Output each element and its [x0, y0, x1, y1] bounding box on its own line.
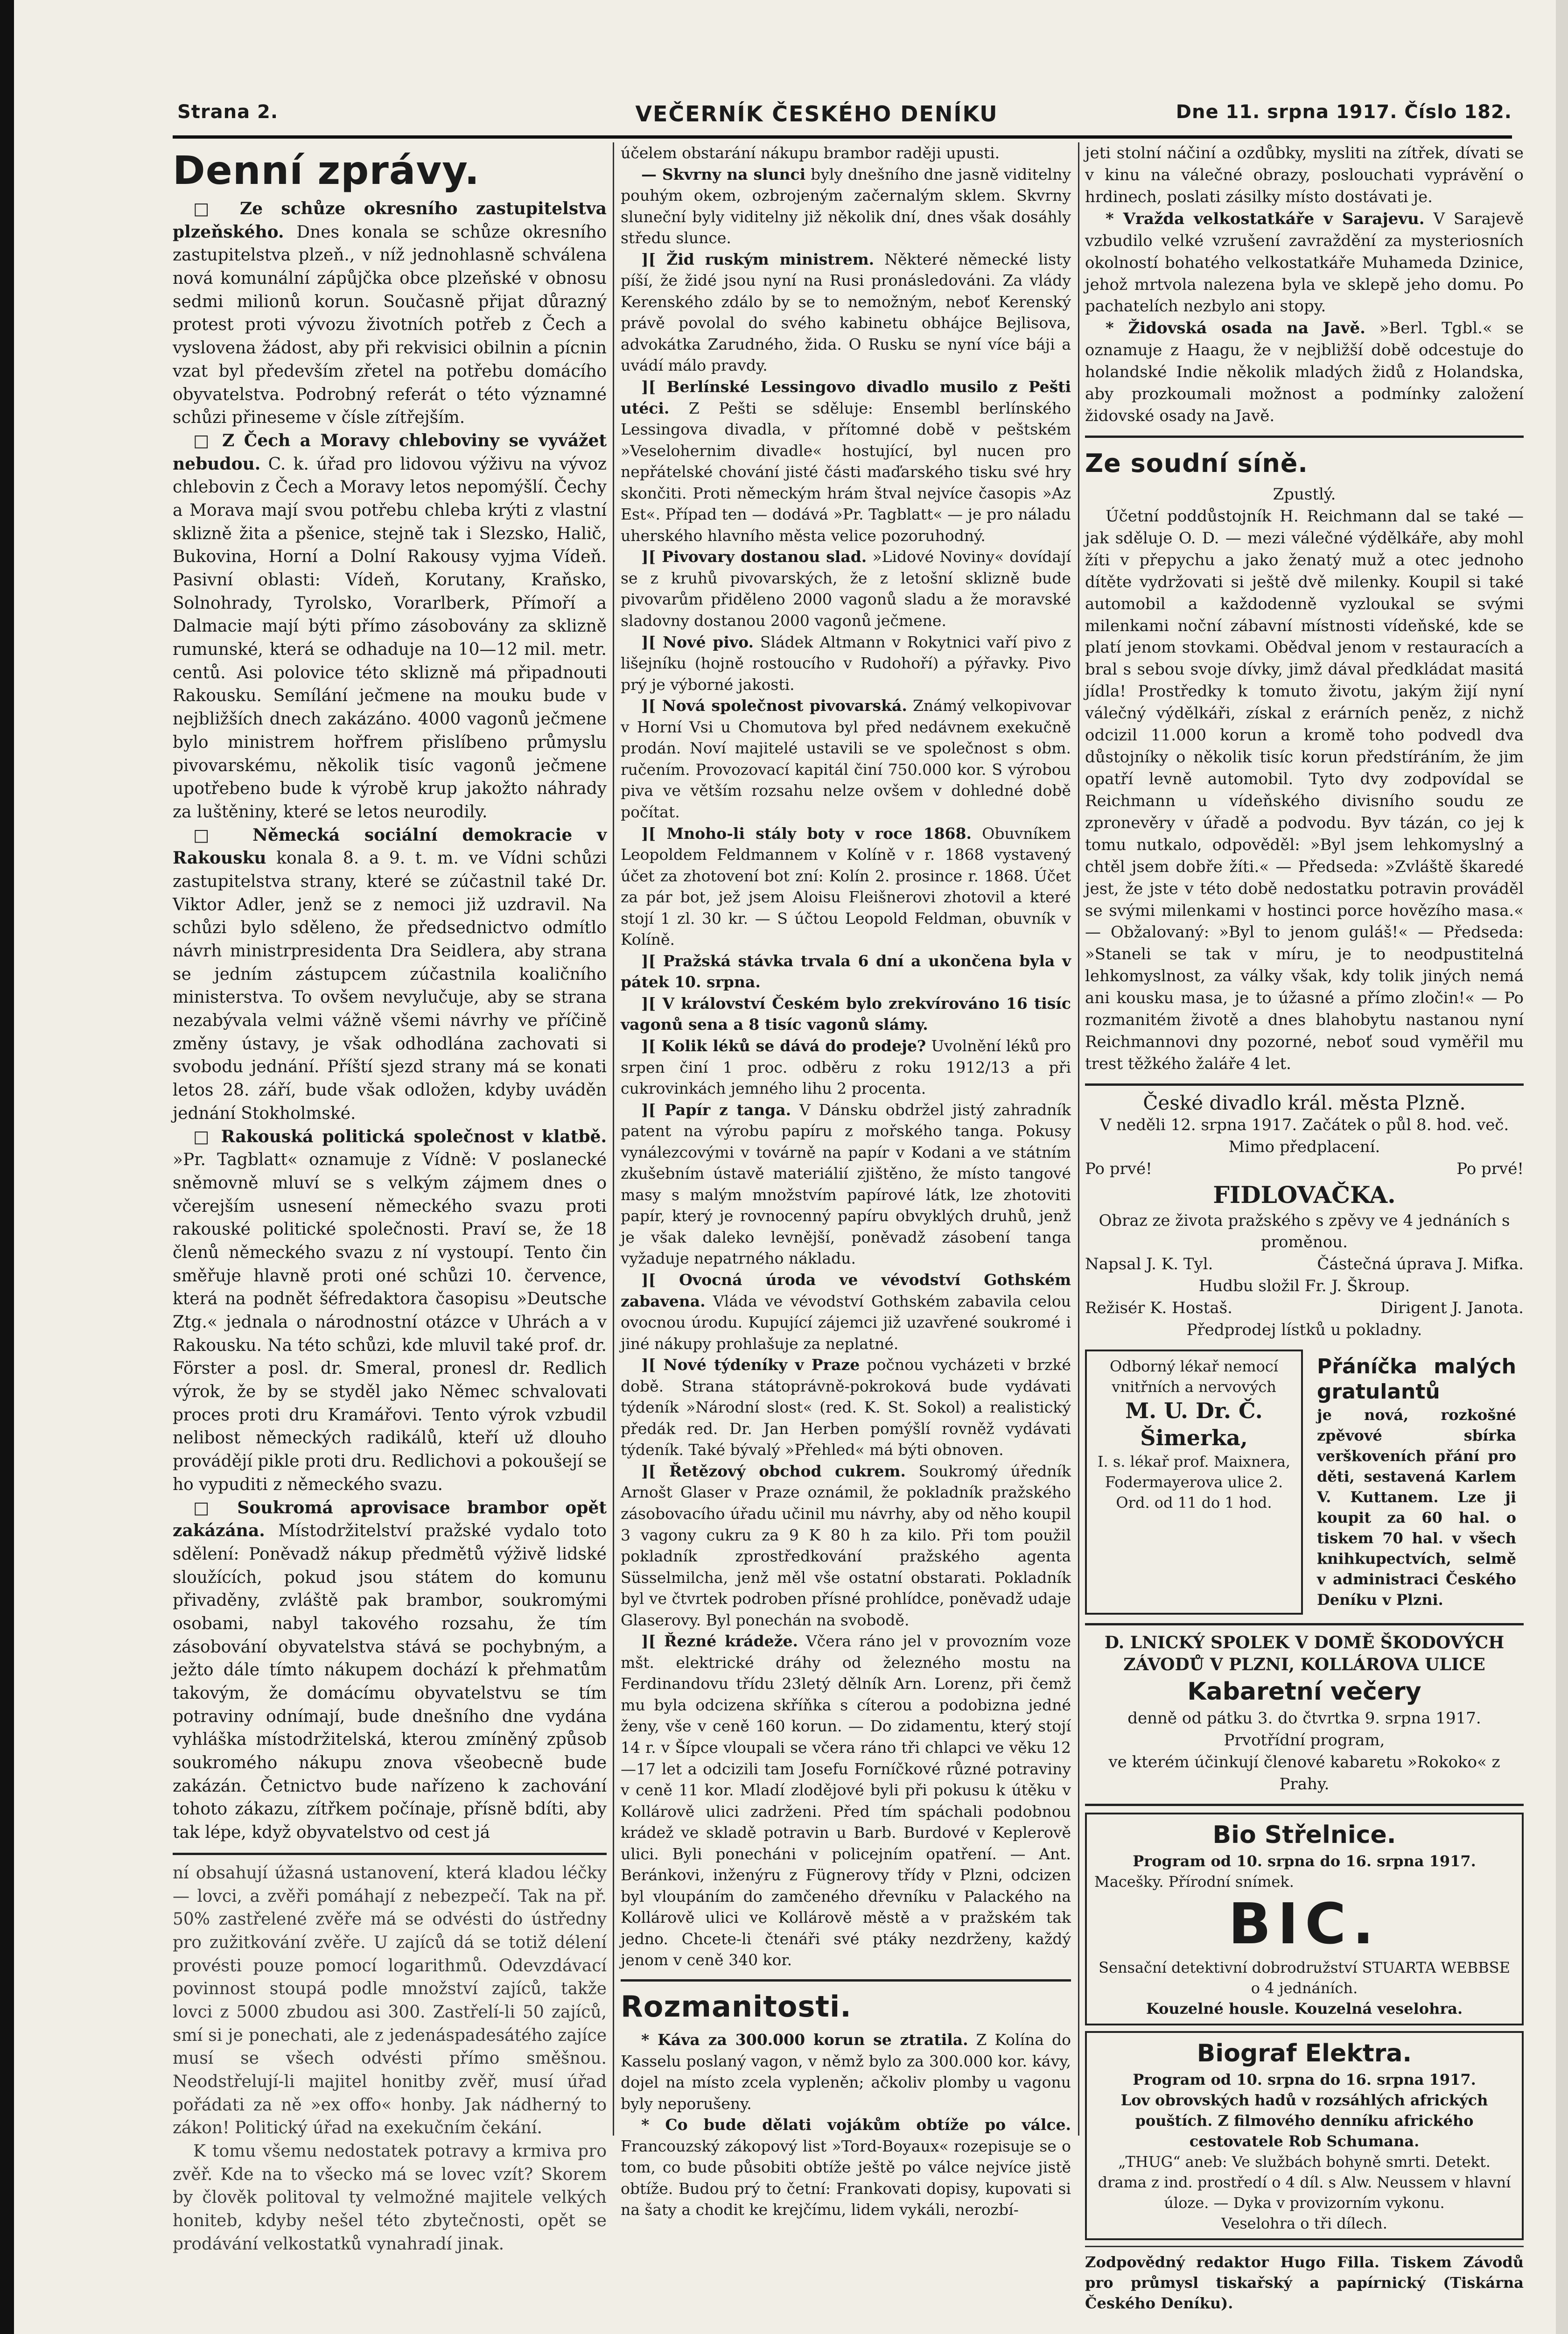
article-text: účelem obstarání nákupu brambor raději upusti. — [621, 144, 1000, 162]
article — [621, 1354, 1071, 1461]
article — [173, 1125, 607, 1497]
article-title: □ Rakouská politická společnost v klatbě. — [193, 1126, 607, 1146]
article-title: ][ Kolik léků se dává do prodeje? — [641, 1036, 926, 1055]
article — [1085, 317, 1524, 427]
article — [173, 429, 607, 824]
section-heading-rozmanitosti: Rozmanitosti. — [621, 1990, 852, 2024]
theatre-premiere-right: Po prvé! — [1456, 1159, 1524, 1178]
cinema-ad-strelnice — [1085, 1813, 1524, 2025]
article — [621, 1035, 1071, 1099]
article-text: jeti stolní náčiní a ozdůbky, mysliti na zítřek, dívati se v kinu na válečné obrazy, poslouchati vyprávění o hrdinech, poslati zásilky místo dostávati je. — [1085, 144, 1524, 206]
article-text: Vláda ve vévodství Gothském zabavila celou ovocnou úrodu. Kupující zájemci již uzavřené soukromé i jiné nákupy prohlašuje za neplatné. — [621, 1292, 1071, 1353]
scan-border-right — [1556, 0, 1568, 2334]
cinema-film: Macešky. Přírodní snímek. — [1094, 1872, 1294, 1891]
article-text: Z Kolína do Kasselu poslaný vagon, v němž bylo za 300.000 kor. kávy, dojel na místo zcela vypleněn; ačkoliv plomby u vagonu byly neporušeny. — [621, 2031, 1071, 2113]
page-label: Strana 2. — [177, 101, 279, 123]
article — [621, 993, 1071, 1035]
article — [621, 1631, 1071, 1971]
theatre-date: V neděli 12. srpna 1917. Začátek o půl 8. hod. več. — [1099, 1115, 1509, 1134]
article-text: konala 8. a 9. t. m. ve Vídni schůzi zastupitelstva strany, které se zúčastnil také Dr. Viktor Adler, jenž se z nemoci již uzdravil. Na schůzi bylo sděleno, že předsednictvo odmítlo návrh ministrpresidenta Dra Seidlera, aby strana se jedním zástupcem zúčastnila koaličního ministerstva. To ovšem nevylučuje, aby se strana nezabývala velmi vážně všemi návrhy ve příčině změny ústavy, je však odhodlána zachovati si svobodu jednání. Příští sjezd strany má se konati letos 28. září, bude však odložen, kdyby uváděn jednání Stokholmské. — [173, 849, 607, 1123]
article-title: ][ Ovocná úroda ve vévodství Gothském zabavena. — [621, 1270, 1071, 1310]
article — [173, 1497, 607, 1844]
cabaret-ad — [1085, 1632, 1524, 1795]
cabaret-performers: ve kterém účinkují členové kabaretu »Rokoko« z Prahy. — [1108, 1752, 1500, 1793]
article-title: ][ Nové pivo. — [641, 633, 754, 651]
cinema-film: Sensační detektivní dobrodružství STUARTA WEBBSE o 4 jednáních. — [1099, 1958, 1510, 1997]
theatre-premiere — [1085, 1158, 1524, 1180]
article-subtitle: Zpustlý. — [1273, 485, 1336, 504]
article-text: C. k. úřad pro lidovou výživu na vývoz chlebovin z Čech a Moravy letos nepomýšlí. Čechy a Morava mají svou potřebu chleba krýti z vlastní sklizně žita a pšenice, stejně tak i Slezsko, Halič, Bukovina, Horní a Dolní Rakousy vyjma Vídeň. Pasivní oblasti: Vídeň, Korutany, Kraňsko, Solnohrady, Tyrolsko, Vorarlberk, Přímoří a Dalmacie mají býti přímo zásobovány za sklizně rumunské, která se odhaduje na 10—12 mil. metr. centů. Asi polovice této sklizně má připadnouti Rakousku. Semílání ječmene na mouku bude v nejbližších dnech zakázáno. 4000 vagonů ječmene bylo ministrem hořfrem přislíbeno průmyslu pivovarskému, několik tisíc vagonů ječmene upotřebeno bude k výrobě krup jakožto náhrady za luštěniny, které se letos neurodily. — [173, 454, 607, 822]
article — [621, 164, 1071, 249]
article-text: počnou vycházeti v brzké době. Strana státoprávně-pokroková bude vydávati týdeník »Národní slost« (red. K. St. Sokol) a realistický předák red. Dr. Jan Herben pomýšlí rovněž vydávati týdeník. Také bývalý »Přehled« má býti obnoven. — [621, 1356, 1071, 1459]
issue-date: Dne 11. srpna 1917. Číslo 182. — [1176, 101, 1512, 123]
article-text: »Berl. Tgbl.« se oznamuje z Haagu, že v nejbližší době odcestuje do holandské Indie několik mladých židů z Holandska, aby prozkoumali možnost a podmínky založení židovské osady na Javě. — [1085, 319, 1524, 426]
cinema-title: Bio Střelnice. — [1212, 1821, 1396, 1849]
theatre-credits — [1085, 1253, 1524, 1275]
section-heading-denni-zpravy: Denní zprávy. — [173, 148, 480, 193]
column-divider — [613, 142, 614, 2136]
greetings-ad — [1309, 1350, 1524, 1615]
article-text: Francouzský zákopový list »Tord-Boyaux« rozepisuje se o tom, co bude působiti obtíže ještě po válce nejvíce jistě obtíže. Budou prý to četní: Frankovati dopisy, kupovati si na šaty a chodit ke krejčímu, lidem vykáli, nerozbí- — [621, 2137, 1071, 2219]
article-title: ][ Řetězový obchod cukrem. — [641, 1462, 906, 1480]
divider — [1085, 1083, 1524, 1086]
imprint: Zodpovědný redaktor Hugo Filla. Tiskem Závodů pro průmysl tiskařský a papírnický (Tiskárna Českého Deníku). — [1085, 2253, 1524, 2312]
article-title: ][ Pražská stávka trvala 6 dní a ukončena byla v pátek 10. srpna. — [621, 951, 1071, 991]
article-title: * Vražda velkostatkáře v Sarajevu. — [1106, 209, 1425, 228]
article-title: ][ Papír z tanga. — [641, 1100, 791, 1119]
article-text: Včera ráno jel v provozním voze mšt. elektrické dráhy od železného mostu na Ferdinandovu třídu 23letý dělník Arn. Lorenz, při čemž mu byla odcizena skříňka s cíterou a podobizna jedné ženy, vše v ceně 160 korun. — Do zidamentu, který stojí 14 r. v Šípce vloupali se včera ráno tři chlapci ve věku 12—17 let a odcizili tam Josefu Forníčkové různé potraviny v ceně 11 kor. Mladí zlodějové byli při pokusu k útěku v Kollárově ulici zadrženi. Před tím spáchali podobnou krádež ve skladě potravin u Barb. Burdové v Keplerově ulici. Byli ponecháni v policejním opatření. — Ant. Beránkovi, inženýru z Fügnerovy třídy v Plzni, odcizen byl vloupáním do zamčeného dřevníku v Palackého na Kollárově ulici ve Kollárově městě a v pražském tak jedno. Chcete-li čtenáři své ptáky nezdrženy, každý jenom v ceně 340 kor. — [621, 1632, 1071, 1969]
cabaret-dates: denně od pátku 3. do čtvrtka 9. srpna 1917. — [1127, 1708, 1481, 1728]
column-3 — [1085, 142, 1524, 2313]
article — [621, 823, 1071, 950]
article-text: ní obsahují úžasná ustanovení, která kladou léčky — lovci, a zvěři pomáhají z nebezpečí. Tak na př. 50% zastřelené zvěře má se odvésti do ústředny pro zužitkování zvěře. U zajíců dá se totiž délení provésti pouze pomocí logarithmů. Odevzdávací povinnost stoupá podle množství zajíců, takže lovci z 5000 zbudou asi 300. Zastřelí-li 50 zajíců, smí si je ponechati, ale z jedenáspadesátého zajíce musí se všech odvésti přímo směšnou. Neodstřelují-li majitel honitby zvěř, musí úřad pořádati za ně »ex offo« honby. Jak nádherný to zákon! Politický úřad na exekučním čekání. — [173, 1863, 607, 2138]
masthead-rule — [173, 135, 1512, 139]
article — [621, 546, 1071, 631]
divider — [1085, 436, 1524, 438]
scan-border-left — [0, 0, 14, 2334]
article-text: K tomu všemu nedostatek potravy a krmiva pro zvěř. Kde na to všecko má se lovec vzít? Skorem by člověk politoval ty velmožné majitele velkých honiteb, kdyby nešel této zbytečnosti, opět se prodávání velkostatků vynahradí jinak. — [173, 2142, 607, 2254]
article-text: V Dánsku obdržel jistý zahradník patent na výrobu papíru z mořského tanga. Pokusy vynálezcovými v továrně na papír v Kodani a ve státním zkušebním ústavě materiálií zjištěno, že místo tangové masy s malým množstvím papírové látk, lze zhotoviti papír, který je rovnocenný papíru obvyklých druhů, jenž je však daleko levnější, poněvadž zásobení tanga vyžaduje nepatrného nákladu. — [621, 1100, 1071, 1268]
article-text: Některé německé listy píší, že židé jsou nyní na Rusi pronásledováni. Za vlády Kerenského zdálo by se to nemožným, neboť Kerenský právě povolal do svého kabinetu obhájce Bejlisova, advokátka Zarudného, žida. O Rusku se nyní více báji a uvádí málo pravdy. — [621, 250, 1071, 375]
article — [621, 1099, 1071, 1269]
column-divider — [1078, 142, 1079, 2136]
article-text: byly dnešního dne jasně viditelny pouhým okem, ozbrojeným začernalým sklem. Skvrny sluneční byly viditelny již několik dní, dnes však dosáhly středu slunce. — [621, 165, 1071, 247]
article-title: ][ Žid ruským ministrem. — [641, 250, 875, 268]
cinema-program: Program od 10. srpna do 16. srpna 1917. — [1133, 2070, 1476, 2088]
theatre-presale: Předprodej lístků u pokladny. — [1186, 1321, 1422, 1340]
article-title: ][ Pivovary dostanou slad. — [641, 548, 867, 566]
cinema-film: Lov obrovských hadů v rozsáhlých afrických pouštích. Z filmového denníku afrického cestovatele Rob Schumana. — [1120, 2091, 1488, 2150]
theatre-title: České divadlo král. města Plzně. — [1143, 1091, 1466, 1114]
divider — [621, 1979, 1071, 1982]
doctor-ad — [1085, 1350, 1303, 1615]
article-title: * Co bude dělati vojákům obtíže po válce. — [641, 2116, 1071, 2134]
article — [621, 2029, 1071, 2114]
article — [621, 950, 1071, 993]
article-title: * Káva za 300.000 korun se ztratila. — [641, 2031, 968, 2049]
article-text: Místodržitelství pražské vydalo toto sdělení: Poněvadž nákup předmětů výživě lidské sloužících, pokud jsou státem do komunu přivaděny, zvláště pak brambor, soukromými osobami, nabyl takového rozsahu, že tím zásobování obyvatelstva stává se pochybným, a ježto dále tímto nákupem dochází k přehmatům takovým, že domácímu obyvatelstvu se tím potraviny odnímají, bude dnešního dne vydána vyhláška místodržitelská, kterou zmíněný způsob soukromého nákupu znova všeobecně bude zakázán. Četnictvo bude nařízeno k zachování tohoto zákazu, zítřkem počínaje, přísně bdíti, aby tak lépe, když obyvatelstvo od cest já — [173, 1521, 607, 1842]
article-title: □ Ze schůze okresního zastupitelstva plzeňského. — [173, 199, 607, 242]
theatre-conductor: Dirigent J. Janota. — [1380, 1299, 1524, 1318]
cinema-feature: BIC. — [1228, 1891, 1380, 1957]
article-text: Dnes konala se schůze okresního zastupitelstva plzeň., v níž jednohlasně schválena nová komunální zápůjčka obce plzeňské v obnosu sedmi milionů korun. Současně přijat důrazný protest proti vývozu životních potřeb z Čech a vyslovena žádost, aby při rekvisici obilnin a pícnin vzat byl především zřetel na potřebu domácího obyvatelstva. Podrobný referát o této významné schůzi přineseme v čísle zítřejším. — [173, 222, 607, 428]
section-heading-soudni-sin: Ze soudní síně. — [1085, 448, 1308, 478]
theatre-subscription: Mimo předplacení. — [1228, 1137, 1380, 1156]
greetings-text: je nová, rozkošné zpěvové sbírka verškoveních přání pro děti, sestavená Karlem V. Kuttanem. Lze ji koupit za 60 hal. o tiskem 70 hal. v všech knihkupectvích, selmě v administraci Českého Deníku v Plzni. — [1317, 1406, 1516, 1609]
divider — [1085, 1623, 1524, 1625]
article-title: □ Německá sociální demokracie v Rakousku — [173, 825, 607, 868]
article-text: V Sarajevě vzbudilo velké vzrušení zavraždění za mysteriosních okolností bohatého velkostatkáře Muhameda Dzinice, jehož mrtvola nalezena byla ve sklepě jeho domu. Po pachatelích nezbylo ani stopy. — [1085, 209, 1524, 316]
theatre-credits — [1085, 1297, 1524, 1319]
ad-row — [1085, 1350, 1524, 1615]
article — [621, 249, 1071, 376]
article — [621, 2114, 1071, 2221]
doctor-specialty: Odborný lékař nemocí vnitřních a nervových — [1109, 1357, 1279, 1396]
article-text: Sládek Altmann v Rokytnici vaří pivo z lišejníku (hojně rostoucího v Rudohoří) a pýřavky. Pivo prý je výborné jakosti. — [621, 633, 1071, 694]
newspaper-title: VEČERNÍK ČESKÉHO DENÍKU — [635, 101, 998, 127]
theatre-adaptation: Částečná úprava J. Mifka. — [1317, 1255, 1524, 1274]
article — [621, 1269, 1071, 1354]
article — [1085, 208, 1524, 318]
theatre-author: Napsal J. K. Tyl. — [1085, 1255, 1213, 1274]
divider — [1085, 1804, 1524, 1806]
article — [173, 824, 607, 1125]
article-title: ][ Nové týdeníky v Praze — [641, 1356, 860, 1374]
greetings-title: Přáníčka malých gratulantů — [1317, 1355, 1516, 1404]
article-text: Známý velkopivovar v Horní Vsi u Chomutova byl před nedávnem exekučně prodán. Noví majitelé ustavili se ve společnost s obm. ručením. Provozovací kapitál činí 750.000 kor. S výrobou piva ve větším rozsahu nelze ovšem v dohledné době počítat. — [621, 696, 1071, 821]
article-title: ][ V království Českém bylo zrekvírováno 16 tisíc vagonů sena a 8 tisíc vagonů slámy. — [621, 994, 1071, 1034]
cinema-film: Kouzelné housle. Kouzelná veselohra. — [1146, 1999, 1463, 2018]
doctor-hours: Ord. od 11 do 1 hod. — [1116, 1494, 1272, 1512]
cinema-program: Program od 10. srpna do 16. srpna 1917. — [1133, 1852, 1476, 1870]
cinema-film: „THUG“ aneb: Ve službách bohyně smrti. Detekt. drama z ind. prostředí o 4 díl. s Alw. Neussem v hlavní úloze. — Dyka v provizorním vykonu. — [1098, 2152, 1511, 2212]
cinema-film: Veselohra o tři dílech. — [1221, 2214, 1387, 2232]
article-text: Účetní poddůstojník H. Reichmann dal se také — jak sděluje O. D. — mezi válečné výdělkáře, aby mohl žíti v přepychu a jako ženatý muž a otec jednoho dítěte vydržovati si ještě dvě milenky. Koupil si také automobil a každodenně vyzloukal se svými milenkami noční zábavní místnosti vídeňské, kde se platí jenom stovkami. Obědval jenom v restauracích a bral s sebou svoje dívky, jimž dával předkládat masitá jídla! Prostředky k tomuto životu, jakým žijí nyní válečný výdělkáři, získal z erárních peněz, z nichž odcizil 11.000 korun a kromě toho podvedl dva důstojníky o několik tisíc korun předstíráním, že jim opatří levně automobil. Tyto dvy zodpovídal se Reichmann u vídeňského divisního soudu ze zpronevěry v úřadě a podvodu. Byv tázán, co jej k tomu nutkalo, odpověděl: »Byl jsem lehkomyslný a chtěl jsem dobře žíti.« — Předseda: »Zvláště škaredé jest, že jste v této době nedostatku potravin prováděl se svými milenkami v hostinci porce hovězího masa.« — Obžalovaný: »Byl to jenom guláš!« — Předseda: »Staneli se tak v míru, je to neodpustitelná lehkomyslnost, za války však, kdy tolik jiných nemá ani kousku masa, je to úžasné a přímo zločin!« — Po rozmanitém životě a dnes blahobytu nastanou nyní Reichmannovi dny pozorné, neboť soud vyměřil mu trest těžkého žaláře 4 let. — [1085, 506, 1524, 1073]
theatre-ad — [1085, 1092, 1524, 1341]
divider — [173, 1853, 607, 1855]
column-1 — [173, 142, 607, 2256]
doctor-name: M. U. Dr. Č. Šimerka, — [1125, 1398, 1263, 1451]
article-title: ][ Mnoho-li stály boty v roce 1868. — [641, 824, 972, 843]
cinema-ad-elektra — [1085, 2031, 1524, 2240]
article-title: ][ Nová společnost pivovarská. — [641, 696, 907, 715]
doctor-address: I. s. lékař prof. Maixnera, Fodermayerova ulice 2. — [1097, 1453, 1291, 1491]
article-text: »Pr. Tagblatt« oznamuje z Vídně: V poslanecké sněmovně mluví se s velkým zájmem dnes o včerejším usnesení německého svazu proti rakouské politické společnosti. Praví se, že 18 členů německého svazu z ní vystoupí. Tento čin směřuje hlavně proti oné schůzi 10. července, která na podnět šéfredaktora časopisu »Deutsche Ztg.« jednala o národnostní otázce v Uhrách a v Rakousku. Na této schůzi, kde mluvil také prof. dr. Förster a posl. dr. Smeral, pronesl dr. Redlich výrok, že by se styděl jako Němec schvalovati proces proti dru Kramářovi. Tento výrok vzbudil nelibost německých radikálů, kteří už dlouho provádějí pikle proti dru. Redlichovi a pokoušejí se ho vypuditi z německého svazu. — [173, 1150, 607, 1494]
article-text: Z Pešti se sděluje: Ensembl berlínského Lessingova divadla, v přítomné době v peštském »Veselohernim divadle« hostující, byl nucen pro nepřátelské chování jisté části maďarského tisku své hry skončiti. Proti německým hrám štval nejvíce časopis »Az Est«. Případ ten — dodává »Pr. Tagblatt« — je pro náladu uherského hlavního města velice pozoruhodný. — [621, 399, 1071, 545]
article-text: »Lidové Noviny« dovídají se z kruhů pivovarských, že z letošní sklizně bude pivovarům přiděleno 2000 vagonů sladu a že moravské sladovny dostanou 2000 vagonů ječmene. — [621, 548, 1071, 630]
article — [621, 695, 1071, 823]
article-title: □ Soukromá aprovisace brambor opět zakázána. — [173, 1497, 607, 1541]
article-title: □ Z Čech a Moravy chleboviny se vyvážet nebudou. — [173, 430, 607, 474]
theatre-play: FIDLOVAČKA. — [1213, 1181, 1396, 1209]
article — [621, 1461, 1071, 1631]
theatre-desc: Obraz ze života pražského s zpěvy ve 4 jednáních s proměnou. — [1099, 1211, 1510, 1252]
article — [173, 197, 607, 429]
cabaret-program: Prvotřídní program, — [1224, 1730, 1385, 1750]
article-text: Soukromý úředník Arnošt Glaser v Praze oznámil, že pokladník pražského zásobovacího úřadu učinil mu návrhy, aby od něho koupil 3 vagony cukru za 9 K 80 h za kilo. Při tom použil pokladník zprostředkování pražského agenta Süsselmilcha, jenž měl vše ostatní obstarati. Pokladník byl ve čtvrtek podroben přísné prohlídce, poněvadž udaje Glaserovy. Byl ponechán na svobodě. — [621, 1462, 1071, 1629]
theatre-director: Režisér K. Hostaš. — [1085, 1299, 1232, 1318]
theatre-premiere-left: Po prvé! — [1085, 1159, 1152, 1178]
article-title: * Židovská osada na Javě. — [1106, 319, 1365, 338]
masthead — [173, 96, 1512, 128]
article-title: ][ Řezné krádeže. — [641, 1632, 798, 1651]
divider — [1085, 2246, 1524, 2247]
cinema-title: Biograf Elektra. — [1197, 2039, 1412, 2067]
column-2 — [621, 142, 1071, 2221]
article-title: — Skvrny na slunci — [641, 165, 806, 183]
article — [621, 376, 1071, 546]
article-title: ][ Berlínské Lessingovo divadlo musilo z Pešti utéci. — [621, 378, 1071, 417]
cabaret-title: Kabaretní večery — [1187, 1677, 1421, 1706]
article — [621, 632, 1071, 696]
article-text: Uvolnění léků pro srpen činí 1 proc. odběru z roku 1912/13 a při cukrovinkách jemného lihu 2 procenta. — [621, 1036, 1071, 1098]
cabaret-venue: D. LNICKÝ SPOLEK V DOMĚ ŠKODOVÝCH ZÁVODŮ V PLZNI, KOLLÁROVA ULICE — [1104, 1633, 1505, 1675]
article-text: Obuvníkem Leopoldem Feldmannem v Kolíně v r. 1868 vystavený účet za zhotovení bot zní: Kolín 2. prosince r. 1868. Účet za pár bot, jež jsem Aloisu Fleišnerovi zhotovil a které stojí 1 zl. 30 kr. — S účtou Leopold Feldman, obuvník v Kolíně. — [621, 824, 1071, 949]
theatre-music: Hudbu složil Fr. J. Škroup. — [1198, 1277, 1410, 1296]
